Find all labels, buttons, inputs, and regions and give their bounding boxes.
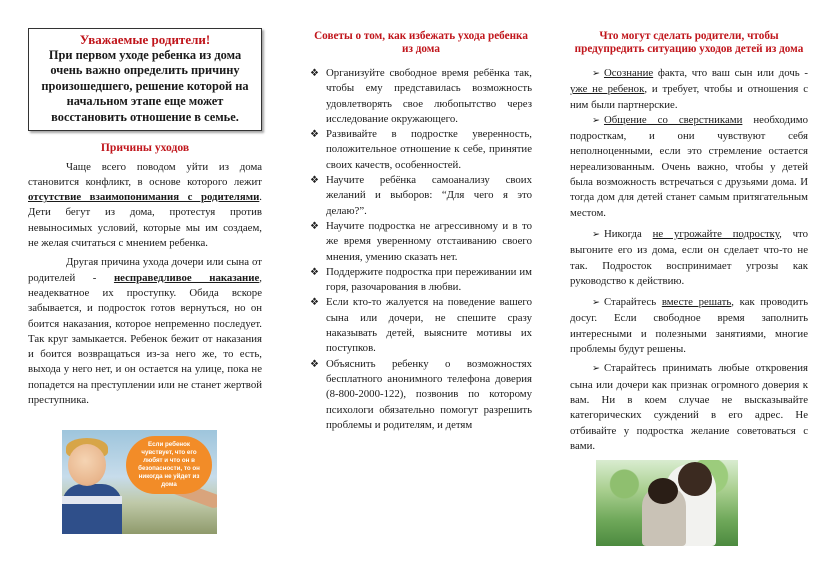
diamond-bullet-icon: ❖ <box>310 68 319 79</box>
text-span: , неадекватное их проступку. Обида вскоре забывается, и подросток готов вернуться, но он боится наказания, которое непременно последует. Так круг замыкается. Ребенок бежит от наказания и боится возвращаться из-за него же, то есть, выхода у него нет, и он остается на улице, пока не попадется на преступлении или не станет жертвой преступника. <box>28 271 262 407</box>
tip-text: Научите ребёнка самоанализу своих желаний и выборов: “Для чего я это делаю?”. <box>326 174 532 217</box>
diamond-bullet-icon: ❖ <box>310 358 319 370</box>
text-span: , и требует, чтобы и отношения с ним были партнерские. <box>570 83 809 111</box>
text-span: Старайтесь принимать любые откровения сына или дочери как признак огромного доверия к вам. Ни в коем случае не высказывайте категорических суждений в его адрес. Не отбивайте у подростка желание советоваться с вами. <box>570 362 808 452</box>
arrow-bullet-icon: ➢ <box>592 69 600 79</box>
emphasis-misunderstanding: отсутствие взаимопонимания с родителями <box>28 191 260 204</box>
text-span: Старайтесь <box>603 296 662 309</box>
arrow-bullet-icon: ➢ <box>592 298 600 309</box>
child-hair <box>648 478 678 504</box>
text-span: уже не ребенок <box>570 83 645 96</box>
text-span: необходимо подросткам, и они чувствуют себя неполноценными, если это стремление остается нереализованным. Очень важно, чтобы у детей была возможность встречаться с друзьями дома. И тогда дом для детей станет самым притягательным местом. <box>570 113 808 219</box>
text-span: Никогда <box>603 227 653 240</box>
tip-text: Если кто-то жалуется на поведение вашего сына или дочери, не спешите сразу наказывать детей, выясните мотивы их поступков. <box>326 296 532 355</box>
boy-face <box>68 444 106 486</box>
list-item <box>310 219 532 265</box>
text-span: Другая причина ухода дочери или сына от родителей - <box>28 256 262 284</box>
text-span: факта, что ваш сын или дочь - <box>653 67 808 79</box>
photo-caption-text: Если ребенок чувствует, что его любят и что он в безопасности, то он никогда не уйдет из дома <box>138 441 200 488</box>
tip-text: Объяснить ребенку о возможностях бесплатного анонимного телефона доверия (8-800-2000-122), позвонив по которому психологи обязательно помогут разрешить проблемы и родителям, и детям <box>326 357 532 431</box>
column-tips <box>276 0 552 574</box>
causes-paragraph-2 <box>28 255 262 408</box>
emphasis-unfair-punishment: несправедливое наказание <box>113 271 260 284</box>
action-item-1 <box>570 66 808 113</box>
action-item-2 <box>570 113 808 221</box>
list-item <box>310 357 532 433</box>
tip-text: Поддержите подростка при переживании им горя, разочарования в любви. <box>326 265 532 294</box>
diamond-bullet-icon: ❖ <box>310 220 319 232</box>
text-span: . Дети бегут из дома, протестуя против невыносимых условий, которые мы им создаем, не желая считаться с мнением ребенка. <box>28 191 262 250</box>
list-item <box>310 265 532 296</box>
arrow-bullet-icon: ➢ <box>592 364 600 375</box>
tips-heading: Советы о том, как избежать ухода ребенка из дома <box>314 30 528 55</box>
notice-title: Уважаемые родители! <box>79 32 211 47</box>
action-item-5 <box>570 361 808 454</box>
text-span: Чаще всего поводом уйти из дома становится конфликт, в основе которого лежит <box>28 160 262 188</box>
text-span: Общение со сверстниками <box>603 113 743 126</box>
causes-paragraph-1 <box>28 160 262 252</box>
tip-text: Развивайте в подростке уверенность, положительное отношение к себе, принятие своих качеств, особенностей. <box>326 128 532 171</box>
tip-text: Научите подростка не агрессивному и в то же время уверенному отстаиванию своего мнения, умению сказать нет. <box>326 219 532 263</box>
tip-text: Организуйте свободное время ребёнка так, чтобы ему представилась возможность удовлетворять свое любопытство через исследование окружающего. <box>326 67 532 125</box>
text-span: не угрожайте подростку <box>652 227 780 240</box>
mother-child-photo <box>596 460 738 546</box>
list-item <box>310 66 532 127</box>
diamond-bullet-icon: ❖ <box>310 175 319 187</box>
diamond-bullet-icon: ❖ <box>310 297 319 309</box>
list-item <box>310 127 532 173</box>
boy-shirt <box>62 484 122 534</box>
diamond-bullet-icon: ❖ <box>310 129 319 141</box>
list-item <box>310 173 532 219</box>
text-span: , как проводить досуг. Если свободное время заполнить интересными и полезными занятиями, многие проблемы будут решены. <box>570 296 808 356</box>
action-item-4 <box>570 295 808 357</box>
arrow-bullet-icon: ➢ <box>592 115 600 126</box>
parents-notice-box <box>28 28 262 131</box>
causes-heading: Причины уходов <box>100 140 190 154</box>
list-item <box>310 295 532 356</box>
tips-list <box>310 66 532 433</box>
photo-caption-bubble <box>126 436 212 494</box>
mother-hair <box>678 462 712 496</box>
action-item-3 <box>570 227 808 289</box>
text-span: вместе решать <box>661 296 732 309</box>
notice-text: При первом уходе ребенка из дома очень важно определить причину произошедшего, решение которой на начальном этапе еще может восстановить отношение в семье. <box>41 47 249 124</box>
actions-heading: Что могут сделать родители, чтобы предупредить ситуацию уходов детей из дома <box>574 30 804 55</box>
boy-photo <box>62 430 217 534</box>
diamond-bullet-icon: ❖ <box>310 266 319 278</box>
text-span: Осознание <box>603 67 654 79</box>
arrow-bullet-icon: ➢ <box>592 229 600 240</box>
text-span: , что выгоните его из дома, если он сделает что-то не так. Подросток воспринимает угрозы как руководство к действию. <box>570 227 808 287</box>
shirt-stripe <box>62 496 122 504</box>
